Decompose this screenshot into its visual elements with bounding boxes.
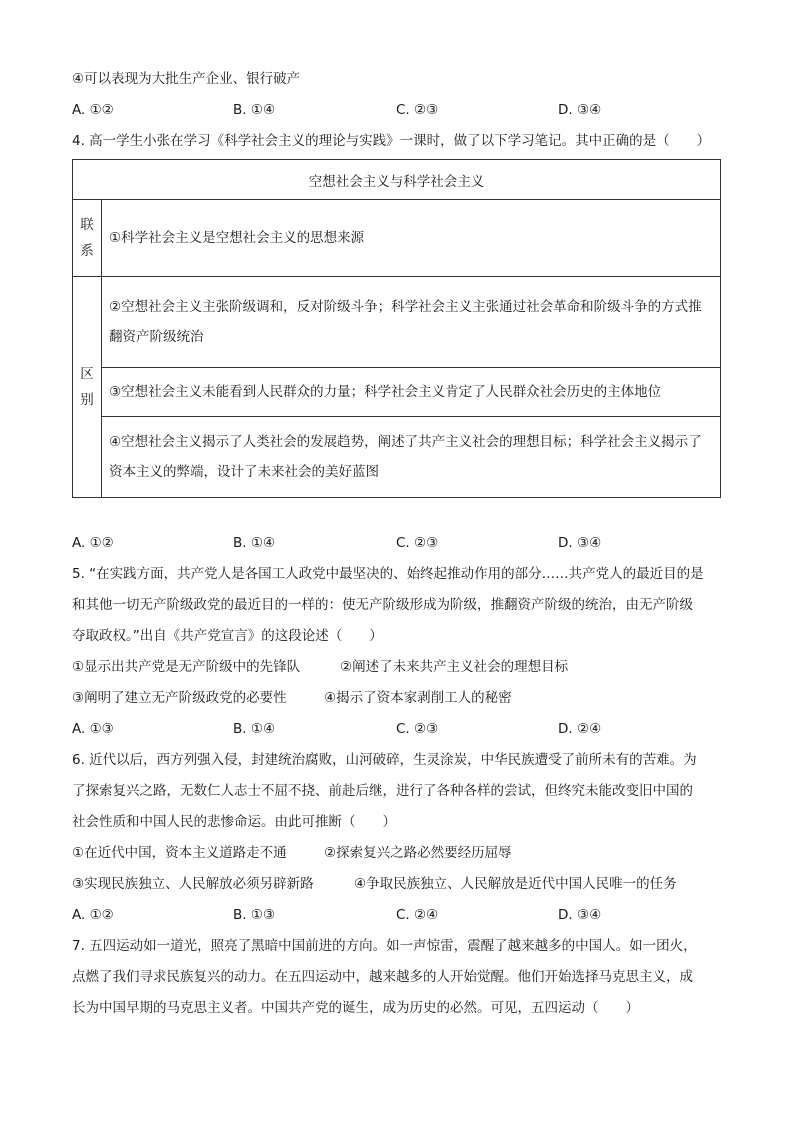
link-label: 联系 <box>73 200 102 277</box>
table-title: 空想社会主义与科学社会主义 <box>73 160 721 200</box>
q7-stem-line-1: 7. 五四运动如一道光，照亮了黑暗中国前进的方向。如一声惊雷，震醒了越来越多的中国人。如一团火， <box>72 938 697 954</box>
q5-statement-3: ③阐明了建立无产阶级政党的必要性 <box>72 690 287 706</box>
q5-stem-line-3: 夺取政权。”出自《共产党宣言》的这段论述（ ） <box>72 628 383 644</box>
q5-options <box>72 714 722 745</box>
q6-option-c[interactable]: C. ②④ <box>396 907 439 923</box>
q4-option-b[interactable]: B. ①④ <box>233 535 276 551</box>
q5-option-a[interactable]: A. ①③ <box>72 721 114 737</box>
q6-option-a[interactable]: A. ①② <box>72 907 114 923</box>
q4-options <box>72 528 722 559</box>
q7-stem-line-3: 长为中国早期的马克思主义者。中国共产党的诞生，成为历史的必然。可见，五四运动（ ） <box>72 1000 639 1016</box>
q4-option-c[interactable]: C. ②③ <box>396 535 439 551</box>
q6-statements-row-1 <box>72 838 722 869</box>
q5-option-c[interactable]: C. ②③ <box>396 721 439 737</box>
q6-option-d[interactable]: D. ③④ <box>558 907 602 923</box>
q3-option-a[interactable]: A. ①② <box>72 102 114 118</box>
diff-row-2: ②空想社会主义主张阶级调和，反对阶级斗争；科学社会主义主张通过社会革命和阶级斗争的方式推翻资产阶级统治 <box>102 277 721 368</box>
q7-stem-line-2: 点燃了我们寻求民族复兴的动力。在五四运动中，越来越多的人开始觉醒。他们开始选择马克思主义，成 <box>72 969 693 985</box>
q6-option-b[interactable]: B. ①③ <box>233 907 276 923</box>
q3-option-b[interactable]: B. ①④ <box>233 102 276 118</box>
exam-page <box>72 64 722 1024</box>
q5-statement-2: ②阐述了未来共产主义社会的理想目标 <box>340 659 569 675</box>
q6-statements-row-2 <box>72 869 722 900</box>
q6-statement-2: ②探索复兴之路必然要经历屈辱 <box>324 845 512 861</box>
q4-option-a[interactable]: A. ①② <box>72 535 114 551</box>
q5-statements-row-2 <box>72 683 722 714</box>
diff-label: 区别 <box>73 277 102 498</box>
link-row: ①科学社会主义是空想社会主义的思想来源 <box>102 200 721 277</box>
q5-stem-line-1: 5. “在实践方面，共产党人是各国工人政党中最坚决的、始终起推动作用的部分……共产党人的最近目的是 <box>72 566 704 582</box>
diff-row-3: ③空想社会主义未能看到人民群众的力量；科学社会主义肯定了人民群众社会历史的主体地位 <box>102 368 721 417</box>
q3-option-d[interactable]: D. ③④ <box>558 102 602 118</box>
q6-statement-3: ③实现民族独立、人民解放必须另辟新路 <box>72 876 314 892</box>
q6-statement-1: ①在近代中国，资本主义道路走不通 <box>72 845 287 861</box>
q6-stem-line-3: 社会性质和中国人民的悲惨命运。由此可推断（ ） <box>72 814 396 830</box>
q4-notes-table <box>72 159 721 498</box>
diff-row-4: ④空想社会主义揭示了人类社会的发展趋势，阐述了共产主义社会的理想目标；科学社会主义揭示了资本主义的弊端，设计了未来社会的美好蓝图 <box>102 417 721 498</box>
q6-statement-4: ④争取民族独立、人民解放是近代中国人民唯一的任务 <box>354 876 677 892</box>
q6-options <box>72 900 722 931</box>
q5-statement-4: ④揭示了资本家剥削工人的秘密 <box>324 690 512 706</box>
q5-stem-line-2: 和其他一切无产阶级政党的最近目的一样的：使无产阶级形成为阶级，推翻资产阶级的统治，由无产阶级 <box>72 597 693 613</box>
q3-statement-4: ④可以表现为大批生产企业、银行破产 <box>72 71 301 87</box>
q4-option-d[interactable]: D. ③④ <box>558 535 602 551</box>
q5-option-d[interactable]: D. ②④ <box>558 721 602 737</box>
q4-stem: 4. 高一学生小张在学习《科学社会主义的理论与实践》一课时，做了以下学习笔记。其中正确的是（ ） <box>72 133 711 149</box>
q5-option-b[interactable]: B. ①④ <box>233 721 276 737</box>
q3-option-c[interactable]: C. ②③ <box>396 102 439 118</box>
q6-stem-line-1: 6. 近代以后，西方列强入侵，封建统治腐败，山河破碎，生灵涂炭，中华民族遭受了前所未有的苦难。为 <box>72 752 697 768</box>
q5-statement-1: ①显示出共产党是无产阶级中的先锋队 <box>72 659 301 675</box>
q3-options <box>72 95 722 126</box>
q6-stem-line-2: 了探索复兴之路，无数仁人志士不屈不挠、前赴后继，进行了各种各样的尝试，但终究未能改变旧中国的 <box>72 783 693 799</box>
q5-statements-row-1 <box>72 652 722 683</box>
